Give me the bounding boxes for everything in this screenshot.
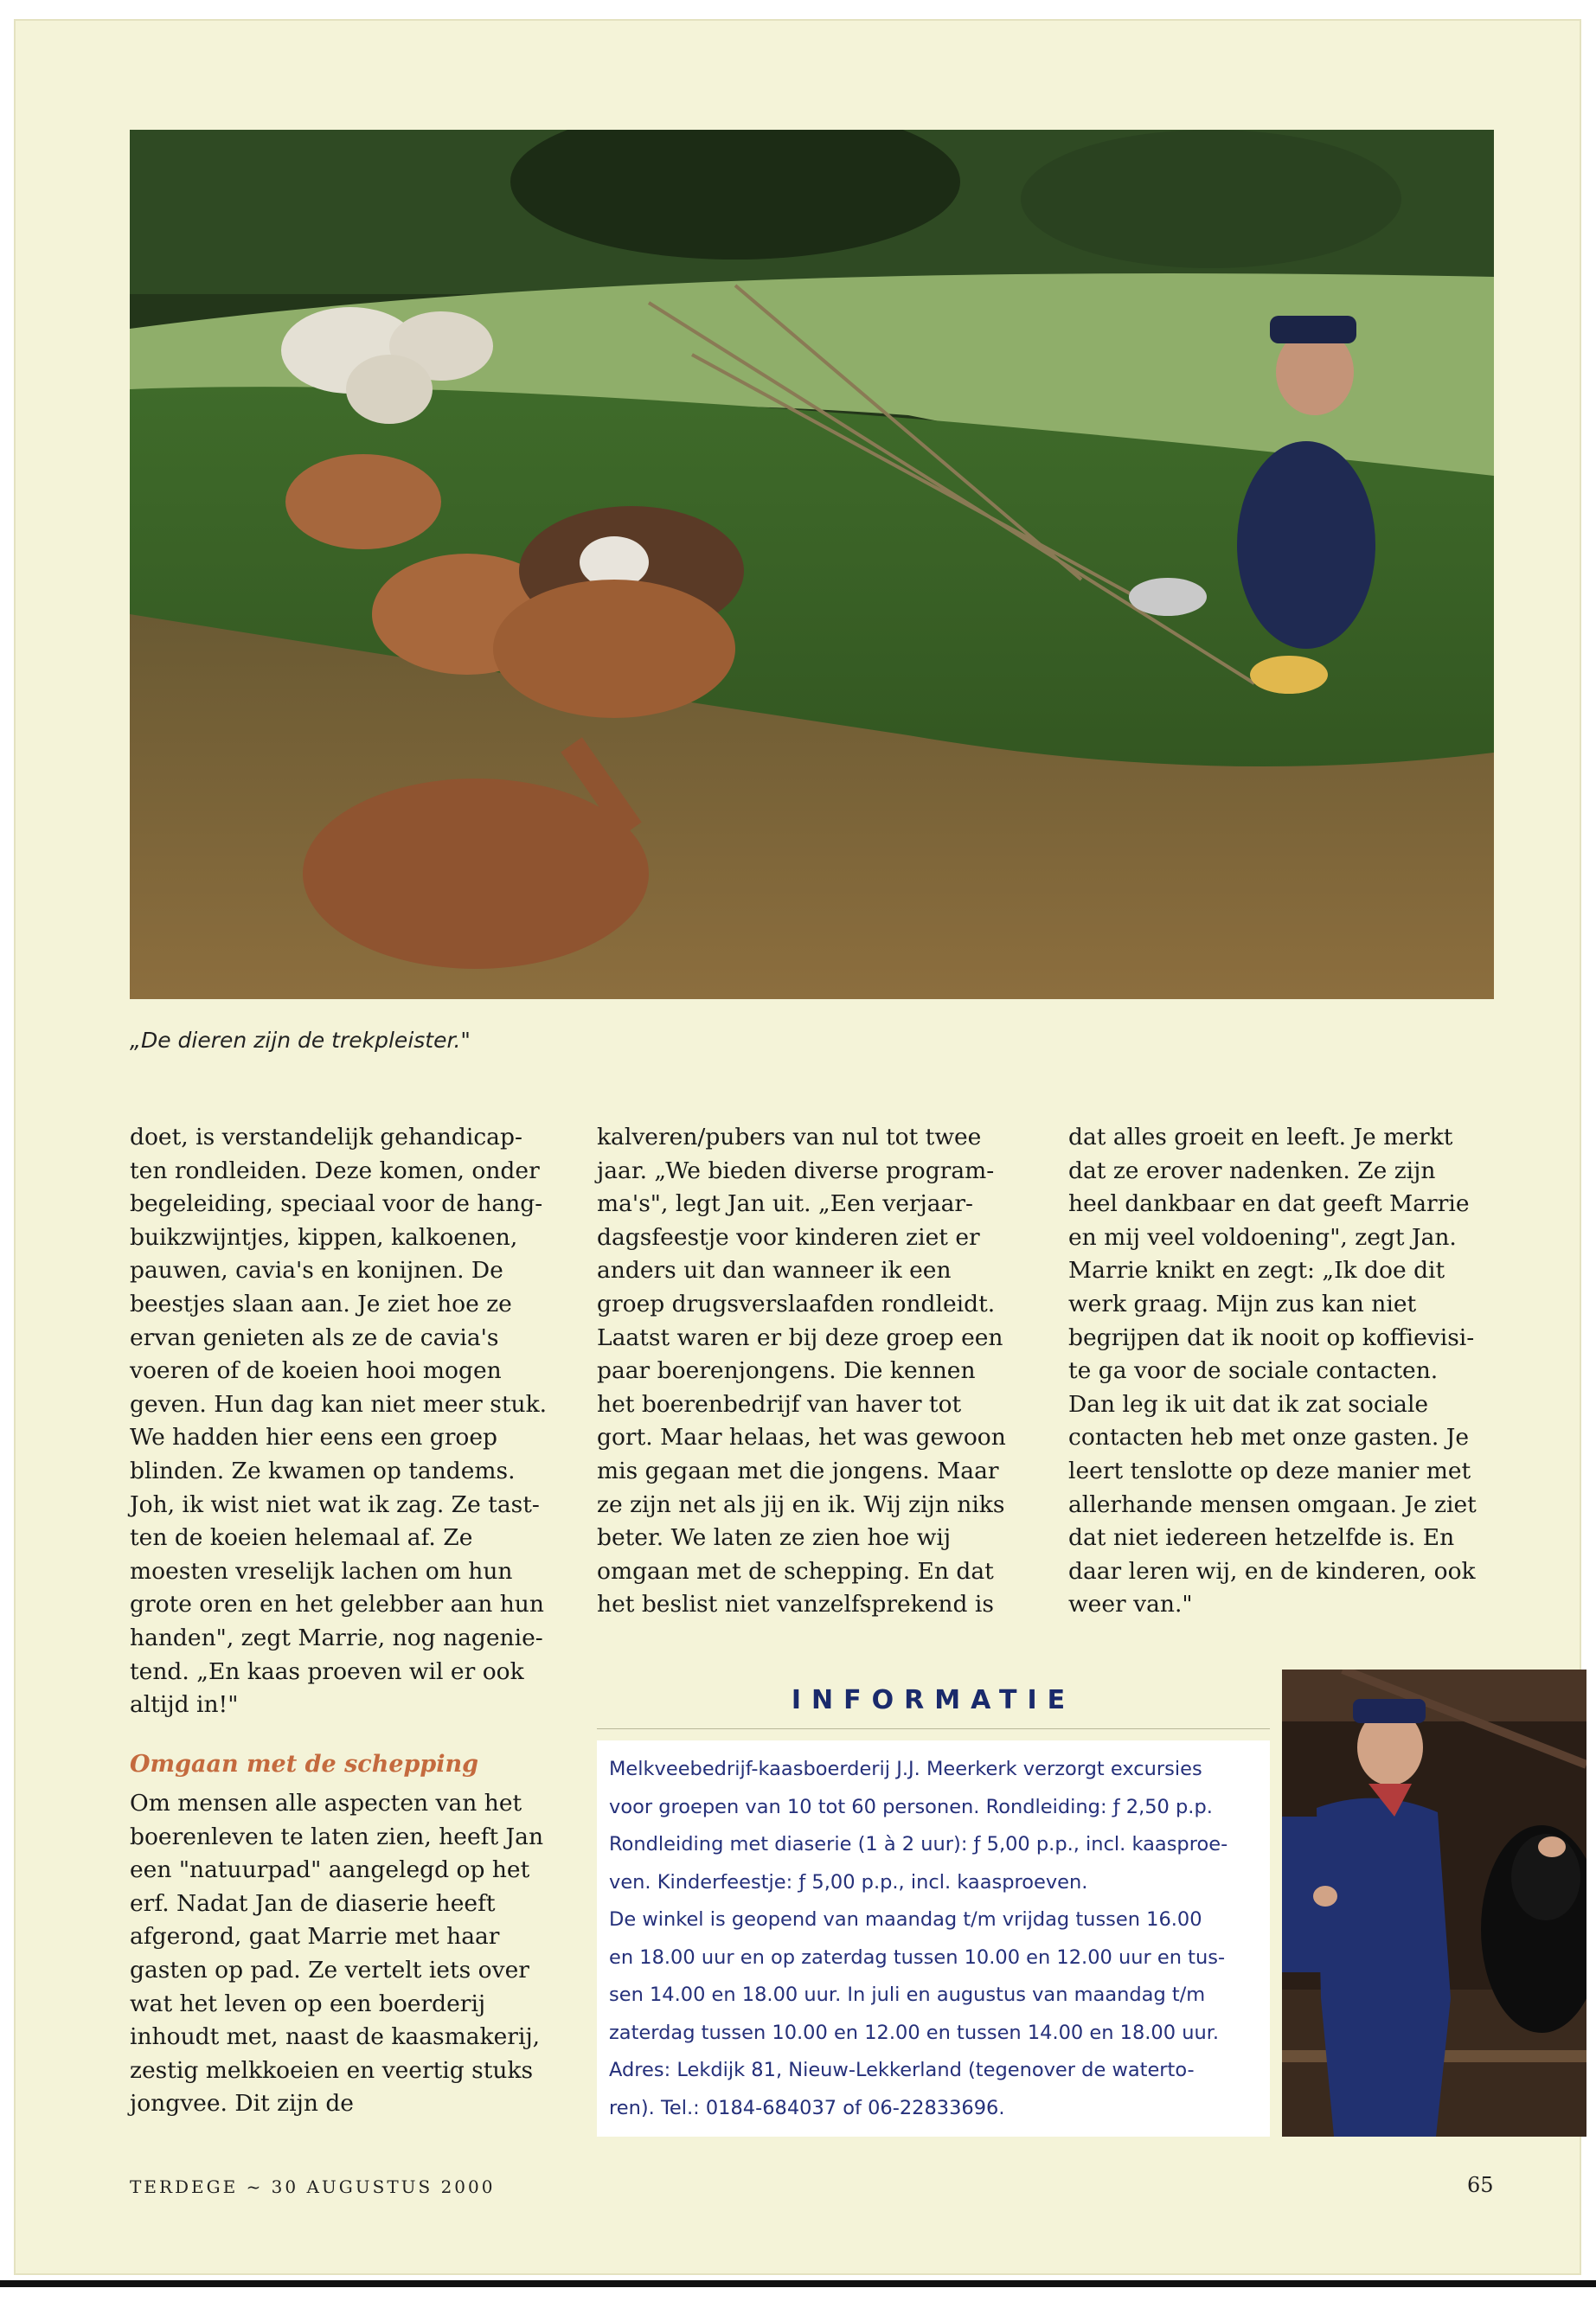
text-line: Joh, ik wist niet wat ik zag. Ze tast- (130, 1490, 540, 1518)
text-line: leert tenslotte op deze manier met (1068, 1457, 1471, 1484)
text-line: buikzwijntjes, kippen, kalkoenen, (130, 1223, 518, 1251)
text-line: handen", zegt Marrie, nog nagenie- (130, 1624, 543, 1651)
text-line: doet, is verstandelijk gehandicap- (130, 1124, 522, 1150)
text-line: weer van." (1068, 1591, 1193, 1618)
info-line: sen 14.00 en 18.00 uur. In juli en augustus van maandag t/m (609, 1984, 1206, 2006)
info-line: Adres: Lekdijk 81, Nieuw-Lekkerland (tegenover de waterto- (609, 2059, 1195, 2081)
text-line: het beslist niet vanzelfsprekend is (597, 1591, 994, 1618)
article-column-3 (1068, 1121, 1492, 1622)
text-line: voeren of de koeien hooi mogen (130, 1357, 502, 1385)
text-line: ze zijn net als jij en ik. Wij zijn niks (597, 1490, 1005, 1518)
info-box (597, 1740, 1270, 2137)
text-line: beter. We laten ze zien hoe wij (597, 1524, 952, 1552)
info-divider (597, 1728, 1270, 1729)
footer-publication: TERDEGE ~ 30 AUGUSTUS 2000 (130, 2176, 496, 2197)
text-line: anders uit dan wanneer ik een (597, 1257, 952, 1285)
text-line: boerenleven te laten zien, heeft Jan (130, 1823, 544, 1850)
text-line: gort. Maar helaas, het was gewoon (597, 1424, 1006, 1452)
text-line: Marrie knikt en zegt: „Ik doe dit (1068, 1257, 1445, 1285)
info-line: ren). Tel.: 0184-684037 of 06-22833696. (609, 2096, 1005, 2119)
text-line: paar boerenjongens. Die kennen (597, 1357, 976, 1385)
info-line: zaterdag tussen 10.00 en 12.00 en tussen 14.00 en 18.00 uur. (609, 2021, 1220, 2044)
text-line: contacten heb met onze gasten. Je (1068, 1424, 1469, 1452)
text-line: dat niet iedereen hetzelfde is. En (1068, 1524, 1455, 1552)
photo-caption: „De dieren zijn de trekpleister." (130, 1028, 471, 1053)
text-line: geven. Hun dag kan niet meer stuk. (130, 1390, 548, 1418)
text-line: ma's", legt Jan uit. „Een verjaar- (597, 1190, 973, 1218)
text-line: heel dankbaar en dat geeft Marrie (1068, 1190, 1470, 1218)
subheading: Omgaan met de schepping (130, 1751, 479, 1778)
text-line: jaar. „We bieden diverse program- (597, 1157, 995, 1184)
text-line: zestig melkkoeien en veertig stuks (130, 2056, 534, 2084)
text-line: ten rondleiden. Deze komen, onder (130, 1157, 540, 1184)
text-line: te ga voor de sociale contacten. (1068, 1357, 1439, 1385)
text-line: afgerond, gaat Marrie met haar (130, 1923, 500, 1951)
info-line: Melkveebedrijf-kaasboerderij J.J. Meerkerk verzorgt excursies (609, 1758, 1202, 1780)
info-line: De winkel is geopend van maandag t/m vrijdag tussen 16.00 (609, 1908, 1202, 1931)
text-line: omgaan met de schepping. En dat (597, 1557, 994, 1585)
text-line: mis gegaan met die jongens. Maar (597, 1457, 999, 1484)
text-line: Laatst waren er bij deze groep een (597, 1324, 1003, 1351)
text-line: altijd in!" (130, 1691, 239, 1719)
text-line: daar leren wij, en de kinderen, ook (1068, 1557, 1476, 1585)
article-column-1 (130, 1121, 554, 1722)
text-line: Om mensen alle aspecten van het (130, 1790, 522, 1817)
text-line: tend. „En kaas proeven wil er ook (130, 1657, 524, 1685)
info-box-title: INFORMATIE (791, 1685, 1076, 1715)
text-line: grote oren en het gelebber aan hun (130, 1591, 544, 1618)
text-line: begeleiding, speciaal voor de hang- (130, 1190, 543, 1218)
text-line: en mij veel voldoening", zegt Jan. (1068, 1223, 1457, 1251)
text-line: pauwen, cavia's en konijnen. De (130, 1257, 503, 1285)
text-line: beestjes slaan aan. Je ziet hoe ze (130, 1290, 512, 1317)
text-line: kalveren/pubers van nul tot twee (597, 1124, 982, 1150)
text-line: dat ze erover nadenken. Ze zijn (1068, 1157, 1436, 1184)
text-line: ten de koeien helemaal af. Ze (130, 1524, 473, 1552)
text-line: begrijpen dat ik nooit op koffievisi- (1068, 1324, 1475, 1351)
text-line: moesten vreselijk lachen om hun (130, 1557, 513, 1585)
text-line: gasten op pad. Ze vertelt iets over (130, 1956, 529, 1984)
text-line: groep drugsverslaafden rondleidt. (597, 1290, 996, 1317)
page-number: 65 (1467, 2173, 1494, 2197)
text-line: blinden. Ze kwamen op tandems. (130, 1457, 516, 1484)
text-line: ervan genieten als ze de cavia's (130, 1324, 499, 1351)
text-line: wat het leven op een boerderij (130, 1990, 486, 2017)
article-column-1-continued (130, 1787, 554, 2121)
text-line: een "natuurpad" aangelegd op het (130, 1856, 530, 1884)
text-line: allerhande mensen omgaan. Je ziet (1068, 1490, 1477, 1518)
text-line: erf. Nadat Jan de diaserie heeft (130, 1889, 496, 1917)
text-line: het boerenbedrijf van haver tot (597, 1390, 962, 1418)
farmer-cow-photo (1282, 1670, 1586, 2137)
goats-photo (130, 130, 1494, 999)
info-line: en 18.00 uur en op zaterdag tussen 10.00 en 12.00 uur en tus- (609, 1945, 1226, 1969)
text-line: inhoudt met, naast de kaasmakerij, (130, 2023, 541, 2051)
info-line: Rondleiding met diaserie (1 à 2 uur): ƒ 5,00 p.p., incl. kaasproe- (609, 1833, 1228, 1856)
info-line: ven. Kinderfeestje: ƒ 5,00 p.p., incl. kaasproeven. (609, 1870, 1088, 1894)
text-line: dat alles groeit en leeft. Je merkt (1068, 1124, 1453, 1150)
page-bottom-border (0, 2280, 1596, 2287)
text-line: We hadden hier eens een groep (130, 1424, 498, 1452)
text-line: werk graag. Mijn zus kan niet (1068, 1290, 1417, 1317)
article-column-2 (597, 1121, 1021, 1622)
text-line: Dan leg ik uit dat ik zat sociale (1068, 1390, 1429, 1418)
info-line: voor groepen van 10 tot 60 personen. Rondleiding: ƒ 2,50 p.p. (609, 1795, 1213, 1818)
text-line: dagsfeestje voor kinderen ziet er (597, 1223, 980, 1251)
text-line: jongvee. Dit zijn de (130, 2090, 354, 2118)
